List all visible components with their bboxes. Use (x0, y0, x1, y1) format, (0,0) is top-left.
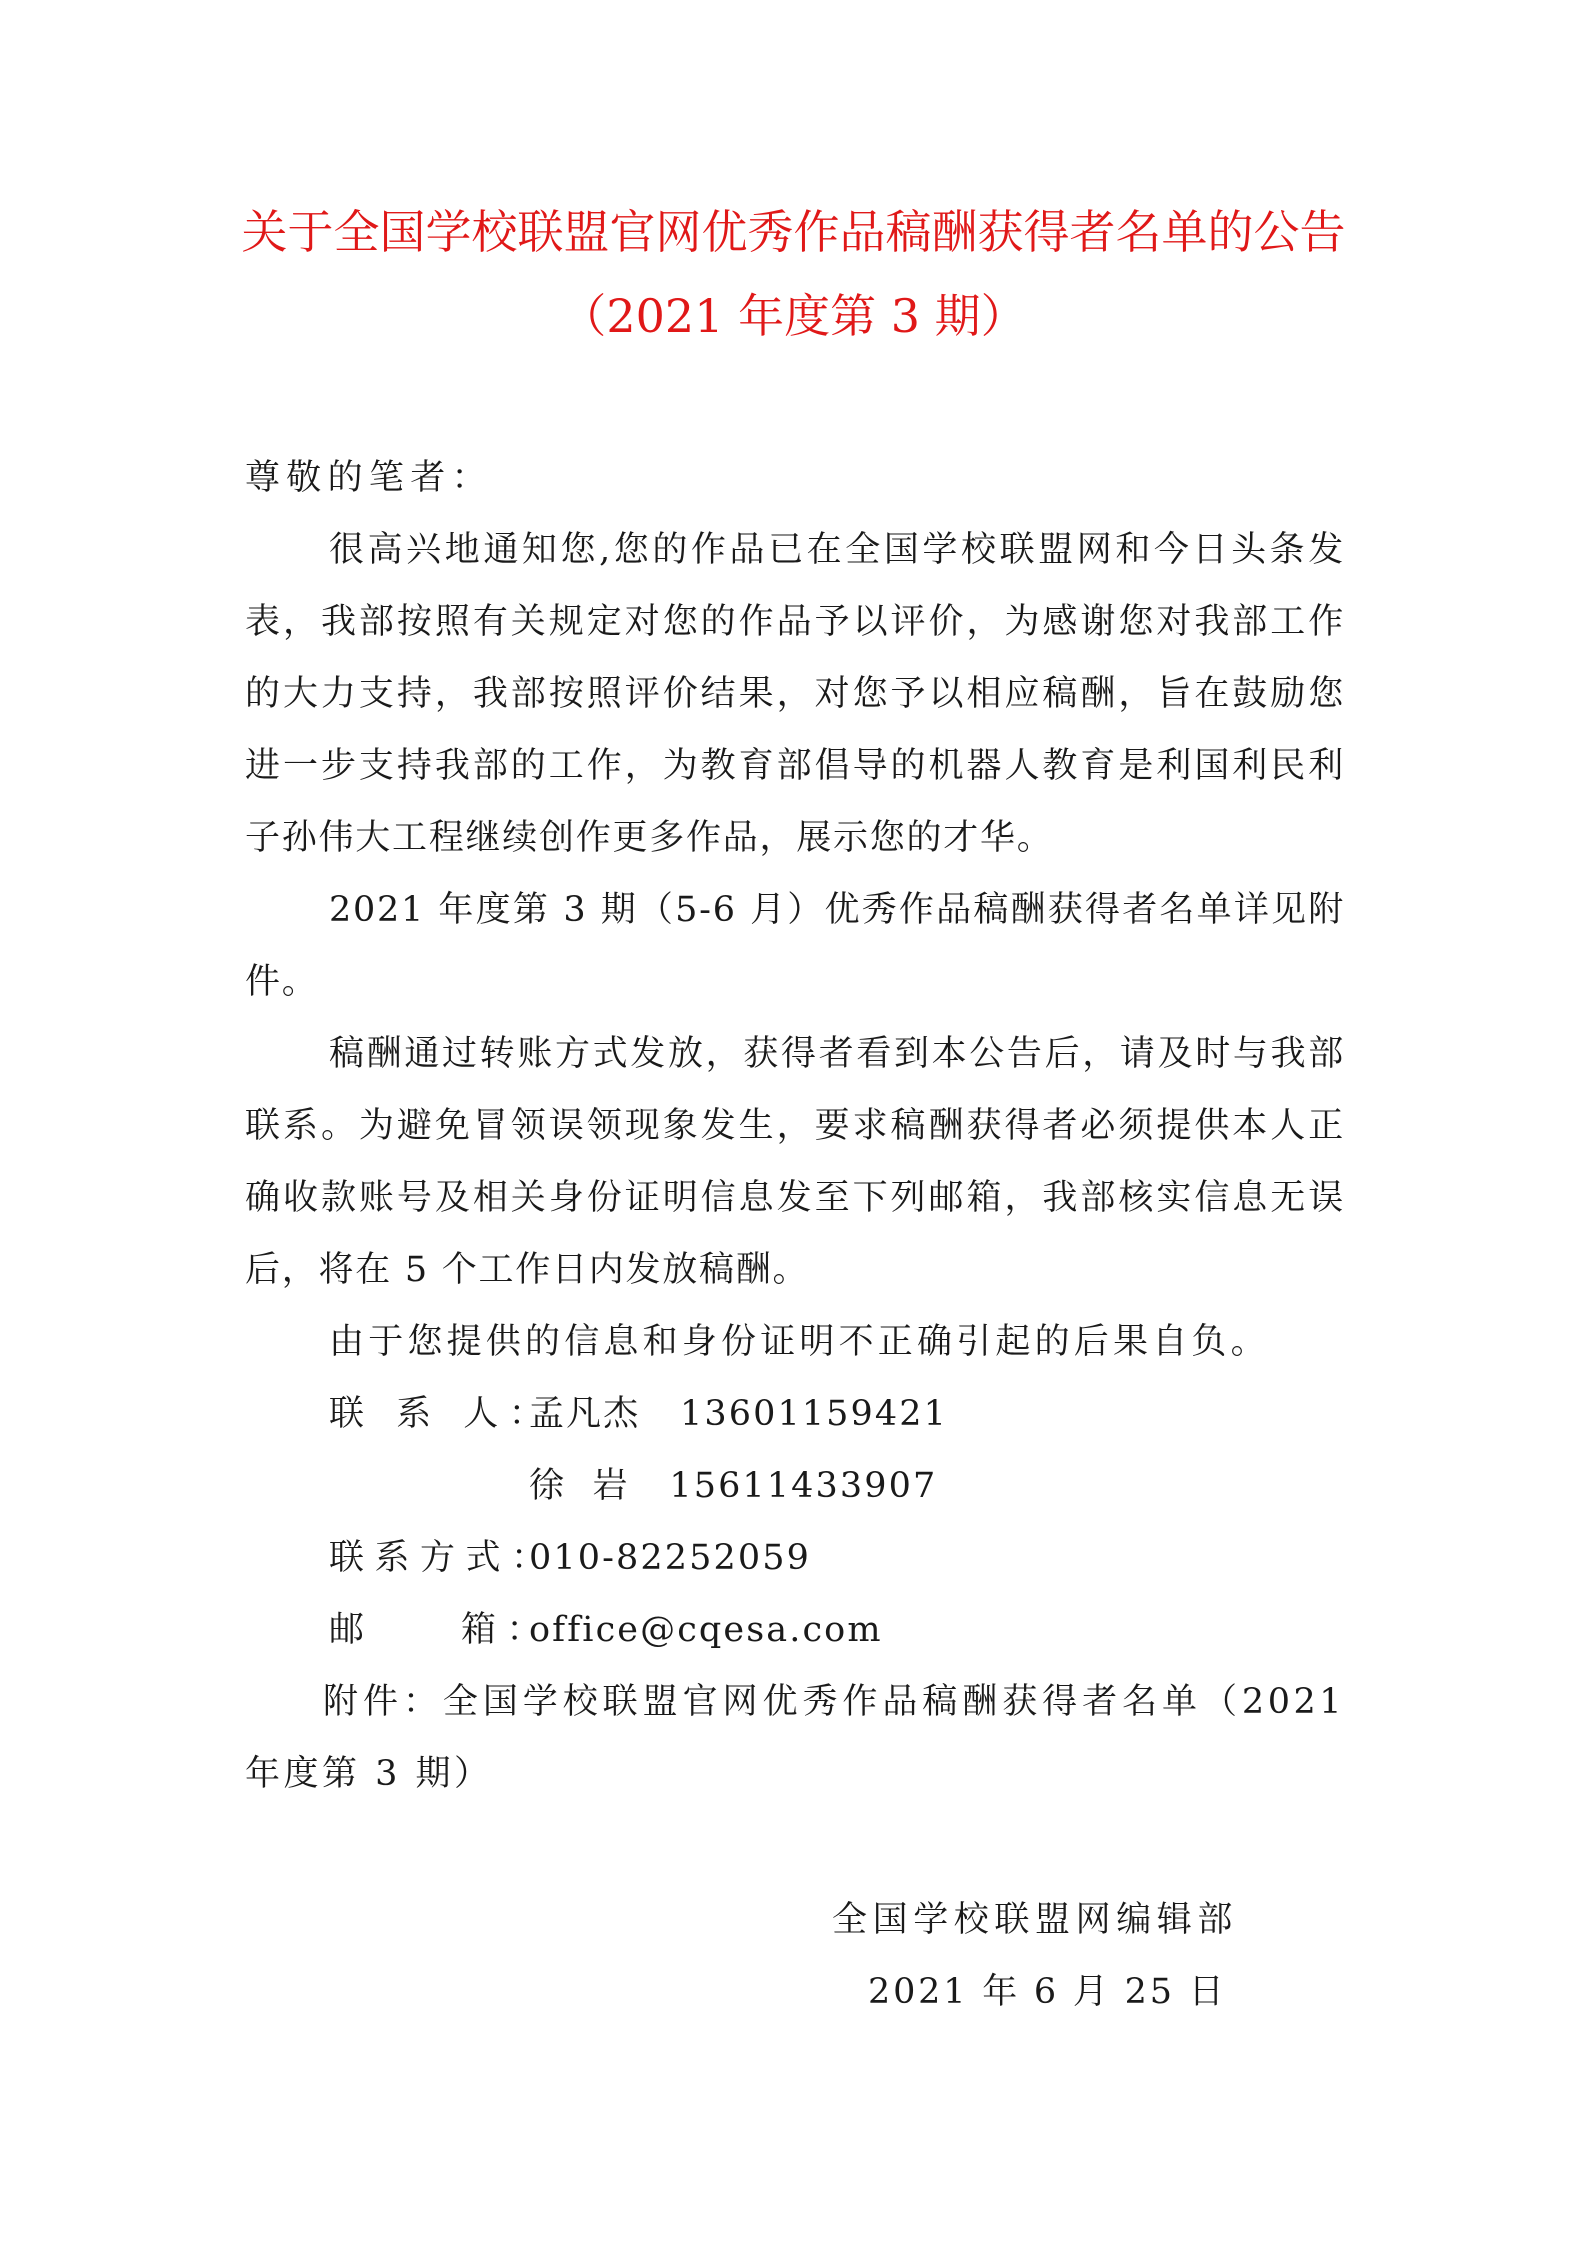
contact-email-row (329, 1594, 883, 1666)
contact-person-label: 联 系 人： (329, 1394, 555, 1434)
salutation: 尊敬的笔者： (245, 458, 493, 498)
contact-phone: 010-82252059 (529, 1538, 811, 1578)
contact-email: office@cqesa.com (529, 1610, 883, 1650)
signature-date: 2021 年 6 月 25 日 (868, 1972, 1227, 2012)
contact-person-row-1 (329, 1378, 948, 1450)
contact-email-label: 邮 箱： (329, 1610, 553, 1650)
body-paragraph-1: 很高兴地通知您,您的作品已在全国学校联盟网和今日头条发表，我部按照有关规定对您的作品予以评价，为感谢您对我部工作的大力支持，我部按照评价结果，对您予以相应稿酬，旨在鼓励您进一步支持我部的工作，为教育部倡导的机器人教育是利国利民利子孙伟大工程继续创作更多作品，展示您的才华。 (245, 530, 1345, 858)
contact-phone-row (329, 1522, 811, 1594)
contact-person-1: 孟凡杰 13601159421 (529, 1394, 949, 1434)
document-title: 关于全国学校联盟官网优秀作品稿酬获得者名单的公告 (241, 205, 1346, 259)
signature-organization: 全国学校联盟网编辑部 (832, 1900, 1239, 1940)
body-paragraph-4: 由于您提供的信息和身份证明不正确引起的后果自负。 (329, 1322, 1270, 1362)
document-subtitle: （2021 年度第 3 期） (560, 289, 1027, 343)
attachment-note: 附件：全国学校联盟官网优秀作品稿酬获得者名单（2021 年度第 3 期） (245, 1682, 1345, 1794)
contact-phone-label: 联系方式： (329, 1538, 557, 1578)
body-paragraph-3: 稿酬通过转账方式发放，获得者看到本公告后，请及时与我部联系。为避免冒领误领现象发生，要求稿酬获得者必须提供本人正确收款账号及相关身份证明信息发至下列邮箱，我部核实信息无误后，将在 5 个工作日内发放稿酬。 (245, 1034, 1345, 1290)
contact-person-row-2 (529, 1450, 937, 1522)
body-paragraph-2: 2021 年度第 3 期（5-6 月）优秀作品稿酬获得者名单详见附件。 (245, 890, 1345, 1002)
contact-person-2: 徐 岩 15611433907 (529, 1466, 938, 1506)
